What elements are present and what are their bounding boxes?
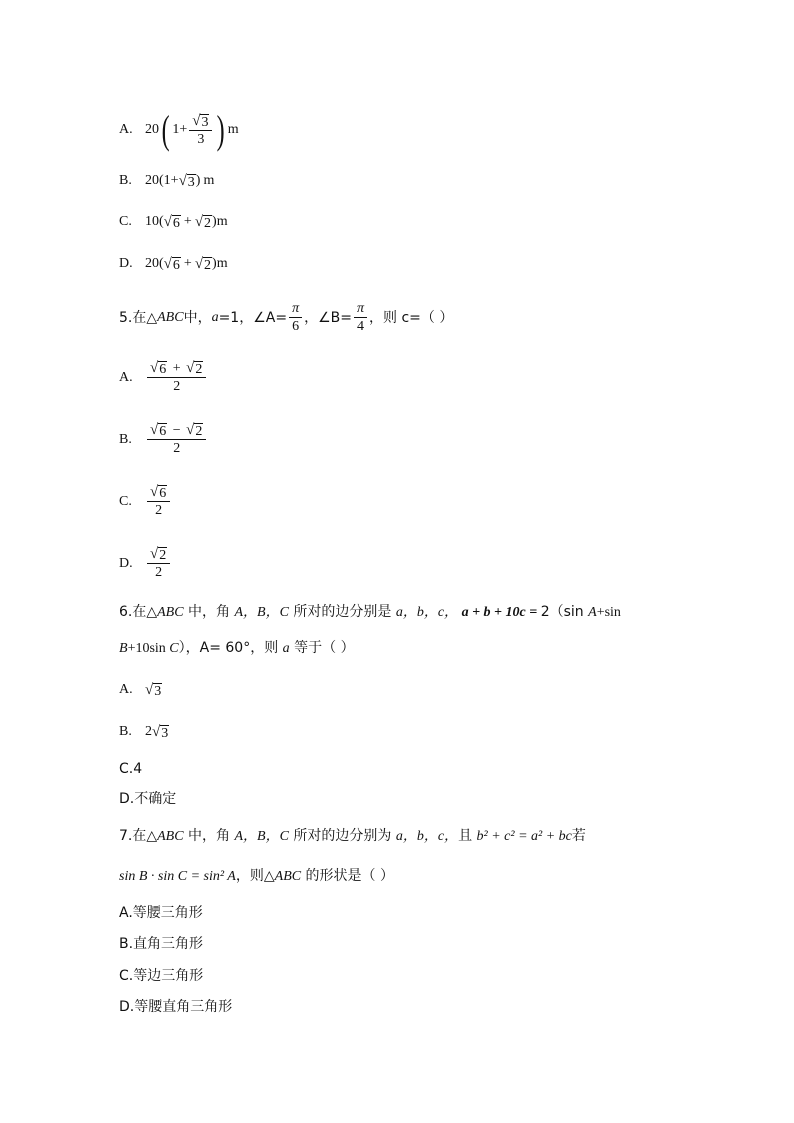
q5-option-c: C. √ 6 2 [119, 484, 172, 519]
q6-option-a: A. √ 3 [119, 682, 162, 699]
q7-option-b: B.直角三角形 [119, 936, 204, 952]
q7-stem-line2: sin B · sin C = sin² A，则△ABC 的形状是（ ） [119, 868, 394, 884]
fraction-pi-4: $\frac{\pi}{4}$ [354, 300, 367, 335]
q7-option-c: C.等边三角形 [119, 968, 204, 984]
q6-stem-line1: 6.在△ABC 中，角 A，B，C 所对的边分别是 a，b，c， a + b + 10c = 2（sin A+sin [119, 604, 621, 620]
q4-option-d: D. 20( √ 6 + √ 2 ) m [119, 256, 228, 273]
q6-option-b: B. 2 √ 3 [119, 724, 169, 741]
q4-option-b: B. 20(1+ √ 3 ) m [119, 173, 215, 190]
q5-option-d: D. √ 2 2 [119, 546, 172, 581]
q7-option-a: A.等腰三角形 [119, 905, 203, 921]
q5-option-b: B. √ 6 − √ 2 2 [119, 422, 208, 457]
q5-stem: 5.在△ ABC 中， a =1，∠A= $\frac{\pi}{6}$ ，∠B= $\frac{\pi}{4}$ ，则 c=（ ） [119, 301, 454, 334]
q4-option-c: C. 10( √ 6 + √ 2 ) m [119, 214, 228, 231]
fraction: √ 3 3 [189, 113, 212, 148]
paren-left: ( [161, 107, 170, 152]
q6-option-c: C.4 [119, 761, 143, 777]
q7-stem-line1: 7.在△ABC 中，角 A，B，C 所对的边分别为 a，b，c，且 b² + c² = a² + bc若 [119, 828, 586, 844]
q7-option-d: D.等腰直角三角形 [119, 999, 233, 1015]
q5-option-a: A. √ 6 + √ 2 2 [119, 360, 208, 395]
q6-option-d: D.不确定 [119, 791, 177, 807]
q4-option-a: A. 20 ( 1+ √ 3 3 ) m [119, 107, 239, 152]
fraction-pi-6: $\frac{\pi}{6}$ [289, 300, 302, 335]
paren-right: ) [217, 107, 226, 152]
q6-stem-line2: B+10sin C），A= 60°，则 a 等于（ ） [119, 640, 355, 656]
